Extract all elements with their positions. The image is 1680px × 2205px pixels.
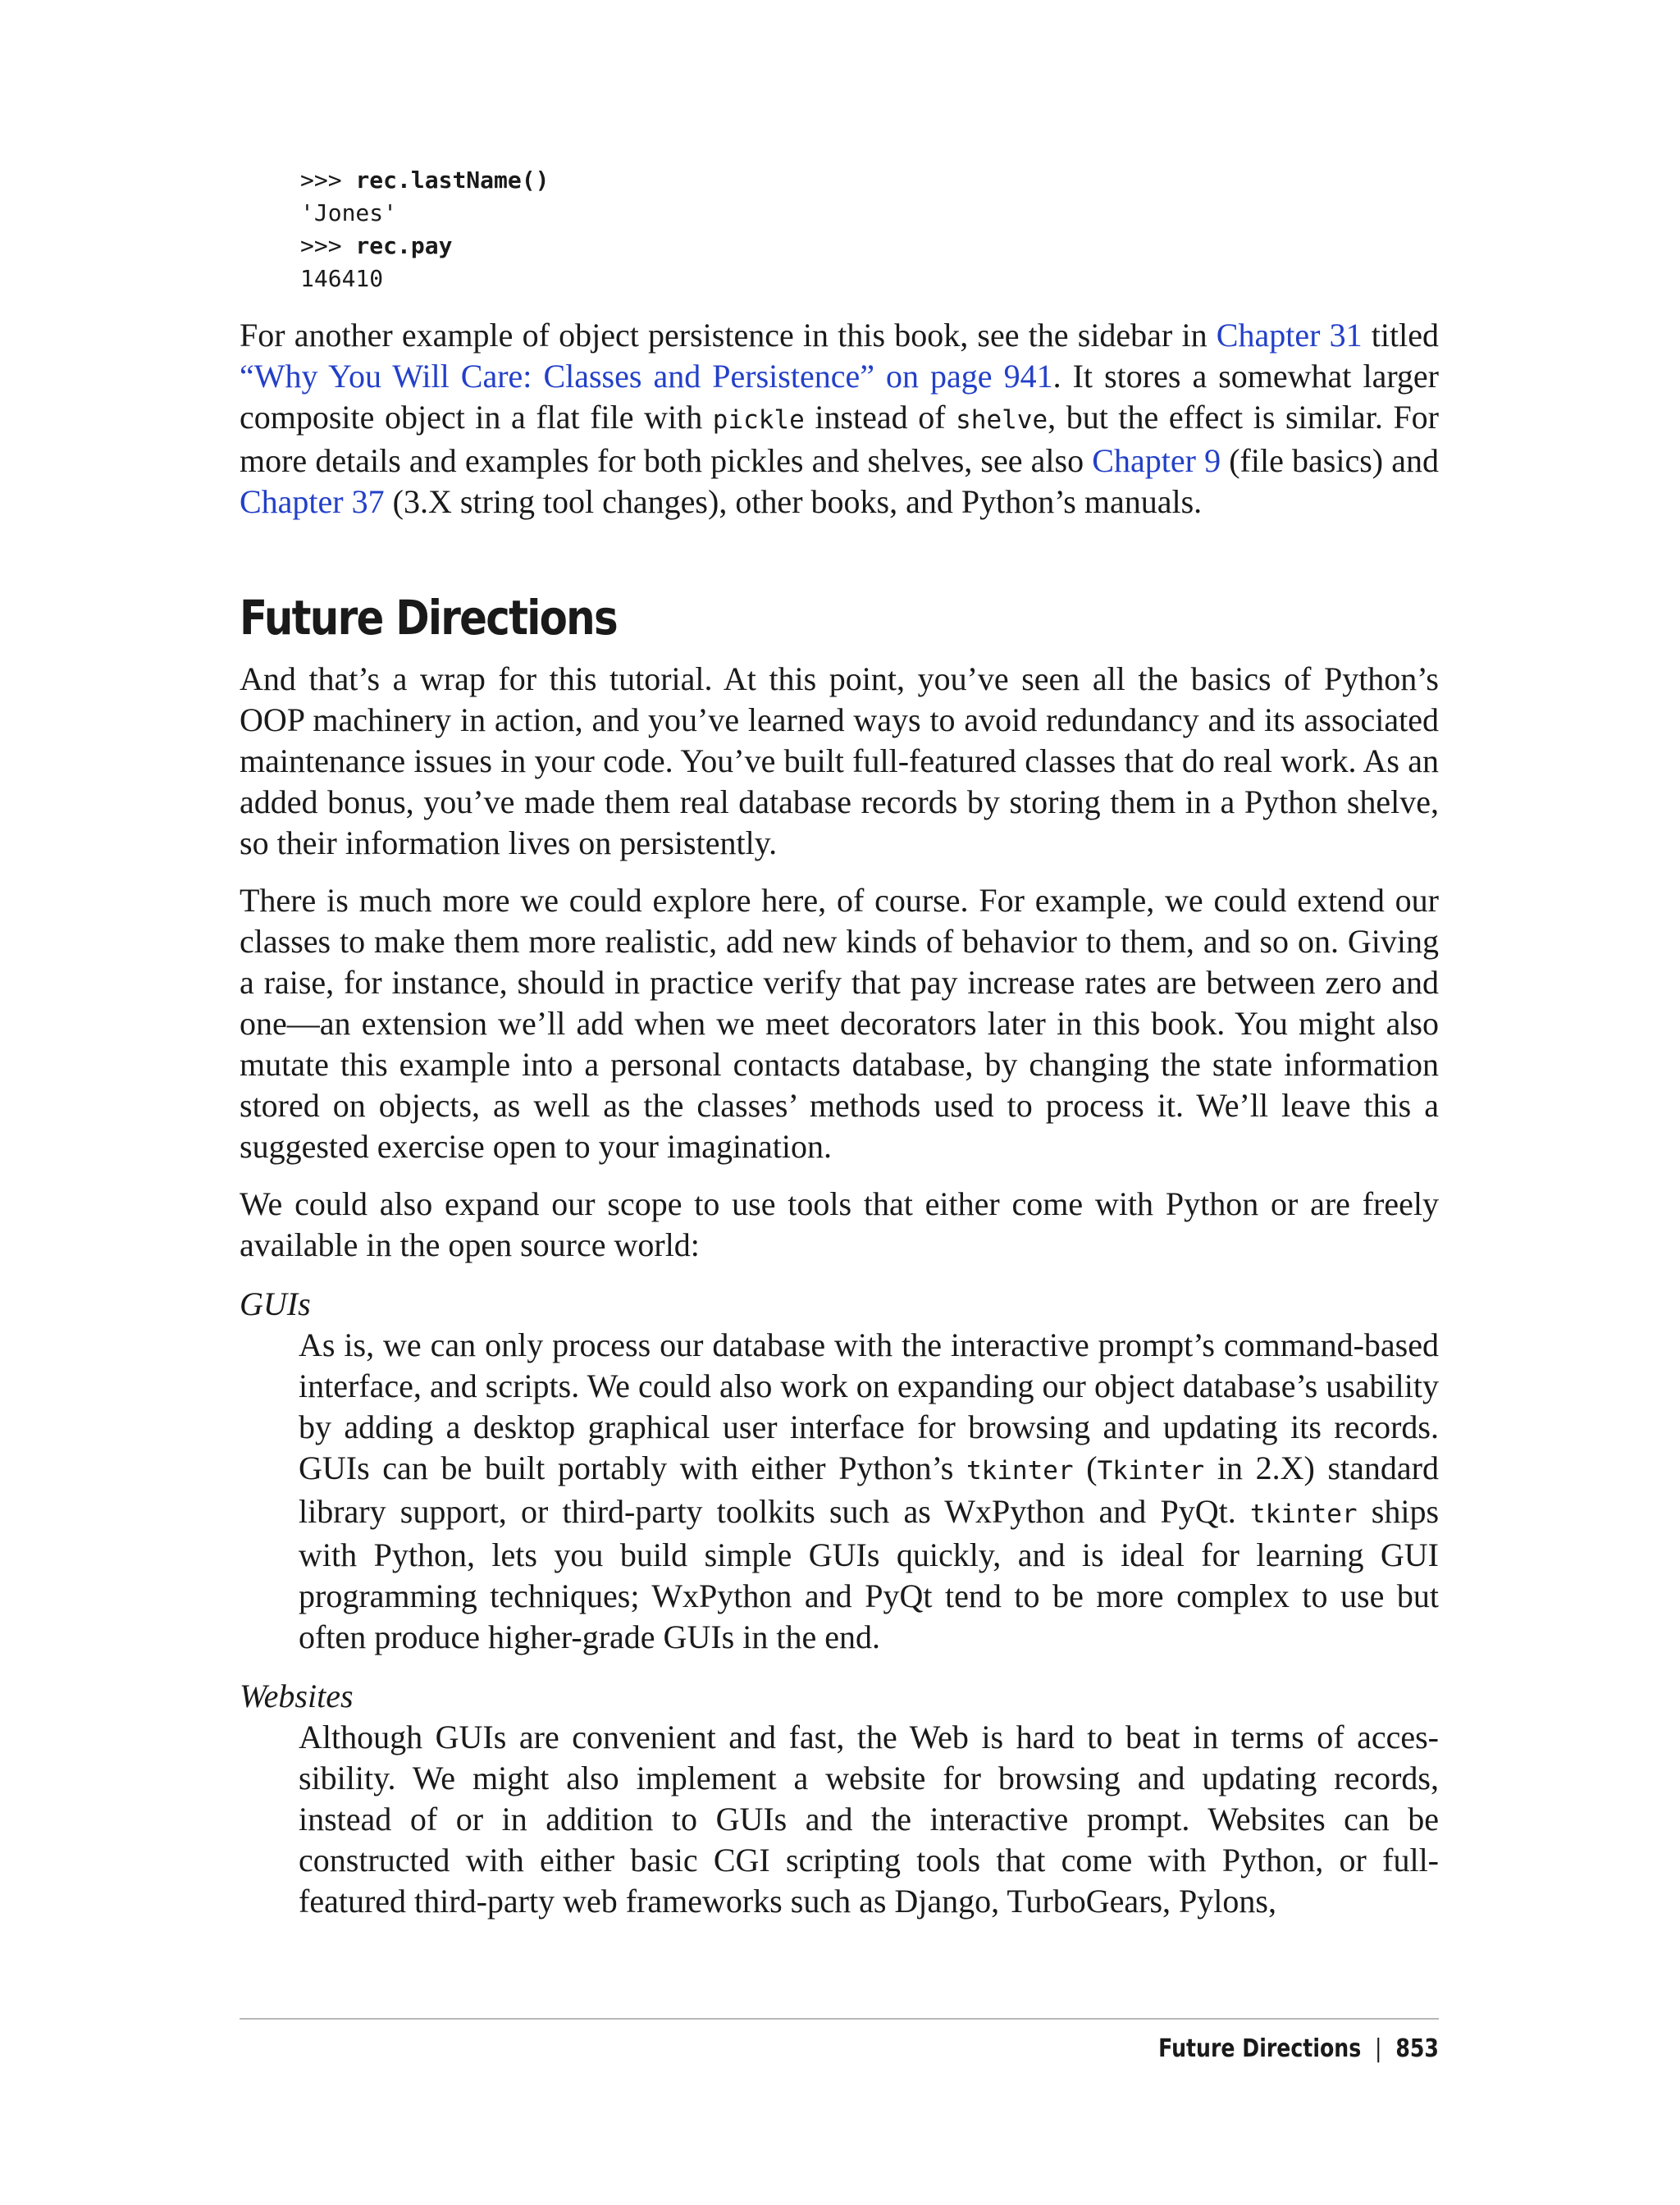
inline-code: tkinter <box>966 1456 1074 1486</box>
paragraph-more-to-explore: There is much more we could explore here, of course. For example, we could extend our classes to make them more realistic, add new kinds of behavior to them, and so on. Giving a raise, for instance, should in practice verify that pay increase rates are between zero and one—an extension we’ll add when we meet decorators later in this book. You might also mutate this example into a personal contacts database, by changing the state information stored on objects, as well as the classes’ methods used to process it. We’ll leave this a suggested exercise open to your imagination. <box>240 882 1439 1165</box>
code-command: rec.pay <box>355 232 453 259</box>
inline-code: tkinter <box>1249 1500 1358 1529</box>
term-websites: Websites <box>240 1678 354 1714</box>
code-line <box>300 230 1439 262</box>
code-prompt: >>> <box>300 167 356 194</box>
code-output: 'Jones' <box>300 199 398 226</box>
footer-separator: | <box>1375 2034 1382 2063</box>
text-span: . It stores a somewhat larger composite object in a flat file with <box>240 358 1439 436</box>
inline-code: Tkinter <box>1097 1456 1205 1486</box>
code-block <box>300 164 1439 295</box>
footer-divider <box>240 2018 1439 2020</box>
inline-code: pickle <box>712 405 805 435</box>
code-command: rec.lastName() <box>355 167 550 194</box>
text-span: As is, we can only process our database with the interactive prompt’s command-based interface, and scripts. We could also work on expanding our object database’s usability by adding a desktop graphical user interface for browsing and updating its records. GUIs can be built portably with either Python’s <box>299 1326 1439 1486</box>
text-span: For another example of object persistence in this book, see the sidebar in <box>240 317 1217 354</box>
code-line <box>300 164 1439 197</box>
link-chapter-9[interactable]: Chapter 9 <box>1092 442 1221 479</box>
section-heading: Future Directions <box>240 590 617 646</box>
page-footer <box>1158 2033 1439 2066</box>
text-span: titled <box>1362 317 1439 354</box>
link-chapter-31[interactable]: Chapter 31 <box>1216 317 1363 354</box>
link-chapter-37[interactable]: Chapter 37 <box>240 483 385 520</box>
definition-guis <box>299 1325 1439 1658</box>
paragraph-wrap-up: And that’s a wrap for this tutorial. At this point, you’ve seen all the basics of Python’s OOP machinery in action, and you’ve learned ways to avoid redundancy and its associated maintenance issues in your code. You’ve built full-featured classes that do real work. As an added bonus, you’ve made them real database records by storing them in a Python shelve, so their information lives on persistently. <box>240 660 1439 861</box>
inline-code: shelve <box>956 405 1048 435</box>
text-span: (file basics) and <box>1221 442 1440 479</box>
footer-section-title: Future Directions <box>1158 2034 1362 2063</box>
text-span: (3.X string tool changes), other books, and Python’s manuals. <box>384 483 1203 520</box>
page-number: 853 <box>1395 2034 1439 2063</box>
text-span: , but the effect is similar. For more details and examples for both pickles and shelves, see also <box>240 399 1440 479</box>
term-guis: GUIs <box>240 1285 311 1322</box>
text-span: in 2.X) standard library support, or third-party toolkits such as WxPython and PyQt. <box>299 1449 1439 1530</box>
paragraph-expand-scope: We could also expand our scope to use tools that either come with Python or are freely available in the open source world: <box>240 1185 1439 1263</box>
text-span: instead of <box>804 399 956 436</box>
link-sidebar-page-941[interactable]: “Why You Will Care: Classes and Persistence” on page 941 <box>240 358 1053 395</box>
page-content <box>240 164 1439 1922</box>
text-span: ships with Python, lets you build simple GUIs quickly, and is ideal for learning GUI programming techniques; WxPython and PyQt tend to be more complex to use but often produce higher-grade GUIs in the end. <box>299 1493 1440 1655</box>
paragraph-persistence <box>240 315 1439 523</box>
code-prompt: >>> <box>300 232 356 259</box>
definition-websites: Although GUIs are convenient and fast, the Web is hard to beat in terms of accessibility. We might also implement a website for browsing and updating records, instead of or in addition to GUIs and the interactive prompt. Websites can be constructed with either basic CGI scripting tools that come with Python, or full-featured third-party web frameworks such as Django, TurboGears, Pylons, <box>299 1719 1439 1920</box>
code-output: 146410 <box>300 265 384 292</box>
text-span: ( <box>1073 1449 1098 1486</box>
